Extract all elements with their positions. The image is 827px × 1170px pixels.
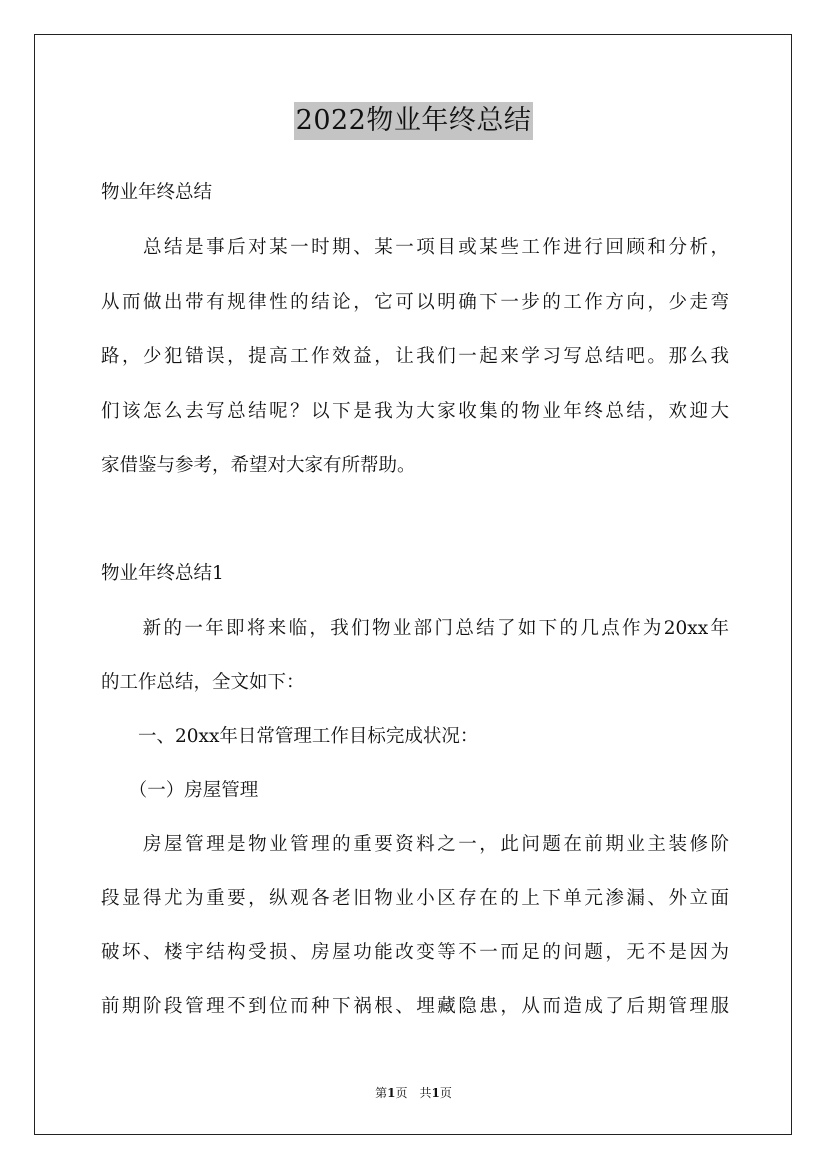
paragraph-line: 新的一年即将来临，我们物业部门总结了如下的几点作为20xx年 [101, 618, 729, 639]
footer-page-number: 1 [387, 1086, 396, 1100]
document-title: 2022物业年终总结 [294, 102, 534, 140]
footer-total-pages: 1 [431, 1086, 440, 1100]
section-heading: 物业年终总结 [101, 182, 213, 203]
paragraph-line: 的工作总结，全文如下： [101, 672, 305, 693]
footer-page-suffix: 页 [439, 1086, 452, 1100]
subheading: （一）房屋管理 [101, 780, 259, 801]
paragraph-line: 房屋管理是物业管理的重要资料之一，此问题在前期业主装修阶 [101, 834, 729, 855]
paragraph-line: 们该怎么去写总结呢？以下是我为大家收集的物业年终总结，欢迎大 [101, 401, 729, 422]
paragraph-line: 破坏、楼宇结构受损、房屋功能改变等不一而足的问题，无不是因为 [101, 942, 729, 963]
paragraph-line: 段显得尤为重要，纵观各老旧物业小区存在的上下单元渗漏、外立面 [101, 888, 729, 909]
paragraph-line: 路，少犯错误，提高工作效益，让我们一起来学习写总结吧。那么我 [101, 346, 729, 367]
section-heading: 物业年终总结1 [101, 563, 224, 584]
paragraph-line: 从而做出带有规律性的结论，它可以明确下一步的工作方向，少走弯 [101, 292, 729, 313]
paragraph-line: 总结是事后对某一时期、某一项目或某些工作进行回顾和分析， [101, 237, 729, 258]
footer-page-mid: 页 共 [395, 1086, 432, 1100]
title-container [0, 102, 827, 140]
footer-page-prefix: 第 [375, 1086, 388, 1100]
subheading: 一、20xx年日常管理工作目标完成状况： [101, 726, 479, 747]
paragraph-line: 家借鉴与参考，希望对大家有所帮助。 [101, 455, 416, 476]
paragraph-line: 前期阶段管理不到位而种下祸根、埋藏隐患，从而造成了后期管理服 [101, 996, 729, 1017]
page-footer [0, 1085, 827, 1101]
